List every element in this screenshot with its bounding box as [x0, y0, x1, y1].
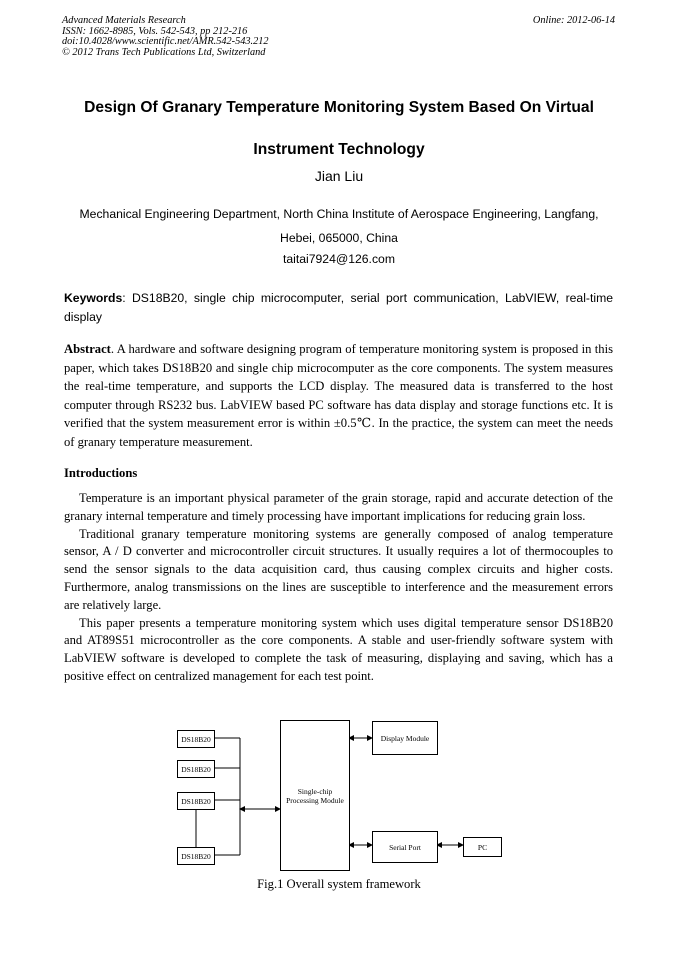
serial-port: Serial Port: [372, 831, 438, 863]
intro-paragraph-1: Temperature is an important physical parameter of the grain storage, rapid and accurate detection of the granary internal temperature and timely processing have important implications for reducing grain loss.: [64, 491, 613, 523]
keywords-text: : DS18B20, single chip microcomputer, serial port communication, LabVIEW, real-time display: [64, 291, 613, 324]
figure-caption: Fig.1 Overall system framework: [257, 877, 421, 891]
title-line-2: Instrument Technology: [253, 141, 425, 158]
processing-module-line-1: Single-chip: [297, 786, 333, 796]
display-module: Display Module: [372, 721, 438, 755]
journal-header: [62, 16, 269, 58]
author: Jian Liu: [314, 168, 364, 184]
doi: doi:10.4028/www.scientific.net/AMR.542-543.212: [62, 36, 269, 48]
keywords-label: Keywords: [64, 291, 123, 305]
introduction-body: [64, 490, 613, 686]
author-email: taitai7924@126.com: [283, 252, 395, 266]
journal-name: Advanced Materials Research: [62, 15, 186, 26]
intro-paragraph-3: This paper presents a temperature monitoring system which uses digital temperature sensor DS18B20 and AT89S51 microcontroller as the core components. A stable and user-friendly software system with LabVIEW software is developed to complete the task of measuring, displaying and saving, which has a positive effect on centralized management for each test point.: [64, 615, 613, 683]
copyright: © 2012 Trans Tech Publications Ltd, Switzerland: [62, 46, 266, 58]
abstract-label: Abstract: [64, 342, 111, 356]
processing-module: [280, 720, 350, 871]
paper-title: [40, 87, 638, 171]
sensor-ds18b20-3: DS18B20: [177, 792, 215, 810]
pc-box: PC: [463, 837, 502, 857]
abstract: [64, 340, 613, 451]
affiliation-line-1: Mechanical Engineering Department, North China Institute of Aerospace Engineering, Langfang,: [79, 207, 599, 221]
sensor-ds18b20-4: DS18B20: [177, 847, 215, 865]
keywords: [64, 289, 613, 326]
affiliation-line-2: Hebei, 065000, China: [280, 231, 398, 245]
sensor-ds18b20-1: DS18B20: [177, 730, 215, 748]
online-date: Online: 2012-06-14: [532, 15, 615, 26]
affiliation: [30, 202, 648, 250]
sensor-ds18b20-2: DS18B20: [177, 760, 215, 778]
processing-module-line-2: Processing Module: [286, 795, 344, 805]
intro-paragraph-2: Traditional granary temperature monitoring systems are generally composed of analog temperature sensor, A / D converter and microcontroller circuit structures. It usually requires a lot of thermocouples to send the sensor signals to the data acquisition card, thus causing complex circuits and higher costs. Furthermore, analog transmissions on the lines are susceptible to interference and the measurement errors are relatively large.: [64, 526, 613, 612]
section-heading-introductions: Introductions: [64, 466, 138, 480]
title-line-1: Design Of Granary Temperature Monitoring System Based On Virtual: [84, 99, 594, 116]
issn: ISSN: 1662-8985, Vols. 542-543, pp 212-216: [62, 25, 248, 37]
abstract-text: . A hardware and software designing program of temperature monitoring system is proposed in this paper, which takes DS18B20 and single chip microcomputer as the core components. The system measures the real-time temperature, and supports the LCD display. The measured data is transferred to the host computer through RS232 bus. LabVIEW based PC software has data display and storage functions etc. It is verified that the system measurement error is within ±0.5℃. In the practice, the system can meet the needs of granary temperature measurement.: [64, 342, 613, 449]
